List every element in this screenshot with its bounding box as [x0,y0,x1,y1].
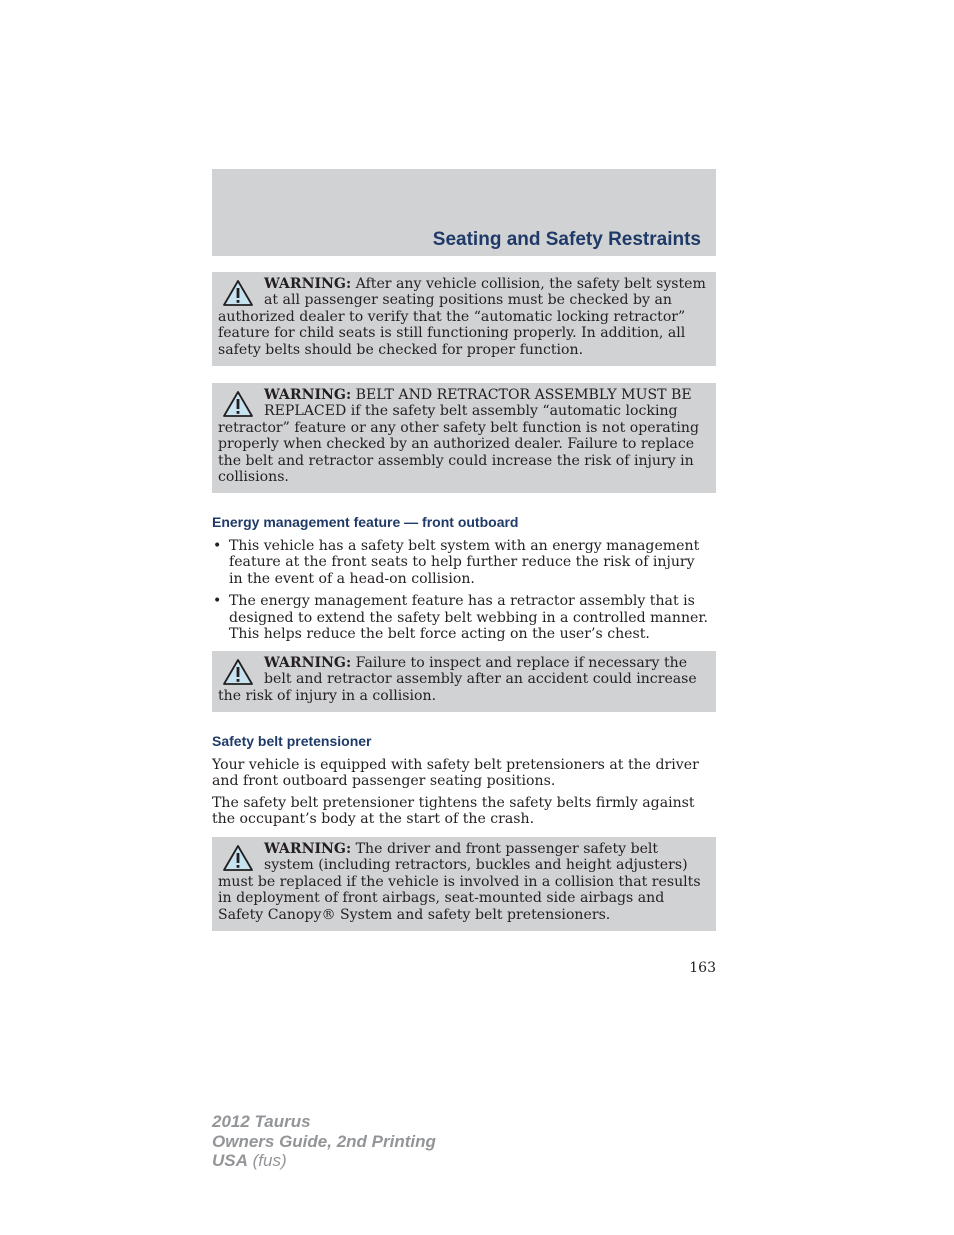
footer-region: USA [212,1151,248,1170]
warning-triangle-icon [222,658,254,686]
footer-code: (fus) [247,1151,287,1170]
list-item: • This vehicle has a safety belt system with an energy management feature at the front seats to help further reduce the risk of injury in the event of a head-on collision. [212,538,712,587]
document-footer [212,1112,436,1171]
warning-text: BELT AND RETRACTOR ASSEMBLY MUST BE REPLACED if the safety belt assembly “automatic locking retractor” feature or any other safety belt function is not operating properly when checked by an authorized dealer. Failure to replace the belt and retractor assembly could increase the risk of injury in collisions. [218,387,699,486]
warning-box [212,651,716,712]
section-heading: Energy management feature — front outboard [212,514,519,530]
footer-line [212,1151,436,1171]
body-paragraph: Your vehicle is equipped with safety belt pretensioners at the driver and front outboard passenger seating positions. [212,757,699,790]
warning-label: WARNING: [264,841,352,857]
warning-label: WARNING: [264,655,352,671]
warning-box [212,272,716,366]
bullet-list [212,538,712,648]
warning-text: Failure to inspect and replace if necessary the belt and retractor assembly after an accident could increase the risk of injury in a collision. [218,655,697,704]
warning-box [212,383,716,493]
body-paragraph: The safety belt pretensioner tightens the safety belts firmly against the occupant’s body at the start of the crash. [212,795,695,828]
warning-text: The driver and front passenger safety belt system (including retractors, buckles and height adjusters) must be replaced if the vehicle is involved in a collision that results in deployment of front airbags, seat-mounted side airbags and Safety Canopy® System and safety belt pretensioners. [218,841,701,923]
footer-line: 2012 Taurus [212,1112,311,1131]
chapter-header [212,169,716,256]
chapter-title: Seating and Safety Restraints [432,229,701,250]
warning-box [212,837,716,931]
warning-label: WARNING: [264,276,352,292]
warning-label: WARNING: [264,387,352,403]
footer-line: Owners Guide, 2nd Printing [212,1131,436,1151]
warning-triangle-icon [222,844,254,872]
warning-triangle-icon [222,279,254,307]
section-heading: Safety belt pretensioner [212,733,372,749]
warning-triangle-icon [222,390,254,418]
page-number: 163 [689,960,716,976]
warning-text: After any vehicle collision, the safety belt system at all passenger seating positions must be checked by an authorized dealer to verify that the “automatic locking retractor” feature for child seats is still functioning properly. In addition, all safety belts should be checked for proper function. [218,276,706,358]
list-item: • The energy management feature has a retractor assembly that is designed to extend the safety belt webbing in a controlled manner. This helps reduce the belt force acting on the user’s chest. [212,593,712,642]
